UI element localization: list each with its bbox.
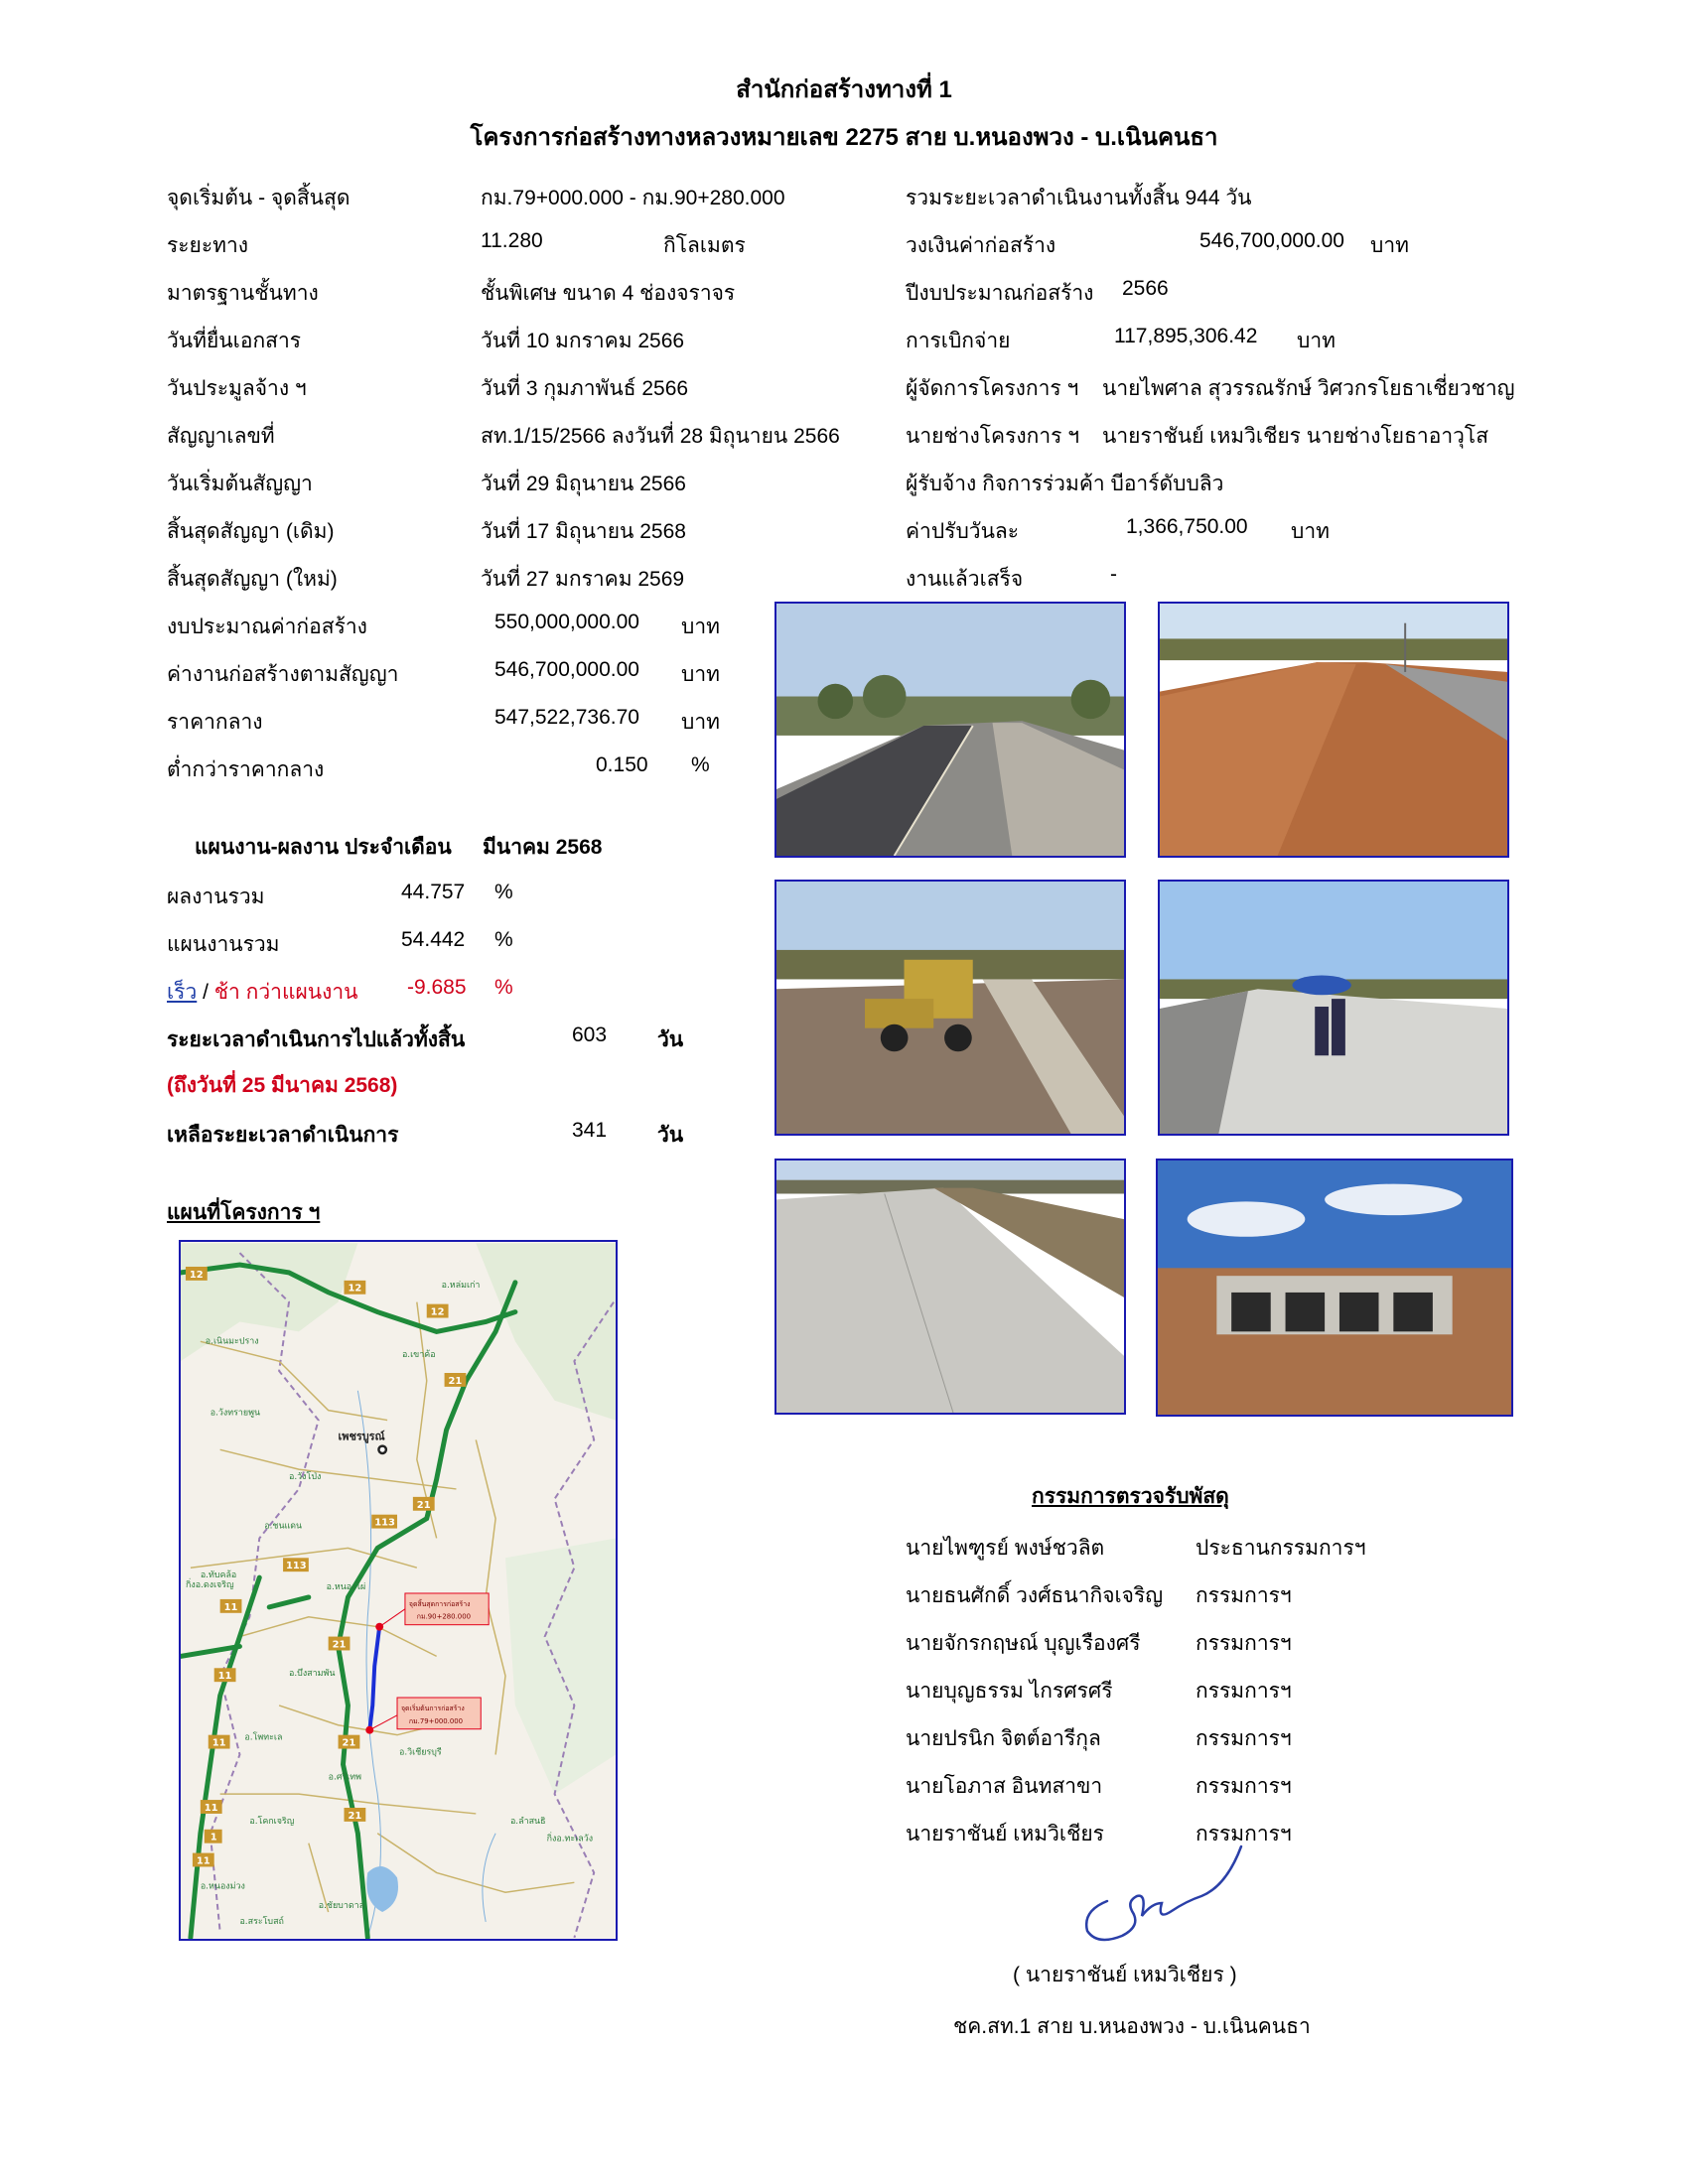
info-value: 2566	[1122, 277, 1169, 300]
photo-grader-work	[774, 880, 1126, 1136]
map-place: อ.โพทะเล	[244, 1732, 283, 1743]
route-shield	[413, 1497, 435, 1511]
map-place: อ.หนองม่วง	[200, 1881, 245, 1892]
project-map	[179, 1240, 618, 1941]
signature-image	[1062, 1842, 1251, 1951]
info-value: นายราชันย์ เหมวิเชียร นายช่างโยธาอาวุโส	[1102, 425, 1489, 448]
svg-text:11: 11	[211, 1737, 226, 1749]
svg-text:113: 113	[286, 1561, 307, 1572]
map-place: อ.หล่มเก่า	[441, 1280, 481, 1291]
info-label: ผู้จัดการโครงการ ฯ	[906, 377, 1079, 400]
info-value: สท.1/15/2566 ลงวันที่ 28 มิถุนายน 2566	[481, 425, 840, 448]
map-graphic	[181, 1242, 616, 1939]
route-shield	[201, 1800, 222, 1814]
photo-box-culvert	[1156, 1159, 1513, 1417]
info-value: -	[1110, 563, 1117, 586]
budget-value: 546,700,000.00	[494, 658, 639, 681]
signer-position: ชค.สท.1 สาย บ.หนองพวง - บ.เนินคนธา	[953, 2015, 1311, 2038]
signer-name: ( นายราชันย์ เหมวิเชียร )	[1013, 1964, 1237, 1986]
budget-value: 0.150	[596, 753, 648, 776]
info-value: ชั้นพิเศษ ขนาด 4 ช่องจราจร	[481, 282, 736, 305]
route-shield	[371, 1515, 397, 1529]
plan-label: แผนงานรวม	[167, 933, 280, 956]
svg-text:113: 113	[374, 1517, 395, 1529]
route-shield	[220, 1599, 242, 1613]
route-shield	[445, 1373, 467, 1387]
svg-text:12: 12	[430, 1306, 445, 1318]
committee-member-role: กรรมการฯ	[1196, 1584, 1292, 1607]
budget-label: ต่ำกว่าราคากลาง	[167, 758, 325, 781]
elapsed-value: 603	[572, 1024, 608, 1046]
route-shield	[344, 1281, 365, 1295]
plan-unit: %	[494, 928, 513, 951]
info-label: วันที่ยื่นเอกสาร	[167, 330, 302, 352]
photo-concrete-inspection	[1158, 880, 1509, 1136]
map-place: อ.บึงสามพัน	[289, 1669, 336, 1680]
info-label: การเบิกจ่าย	[906, 330, 1011, 352]
svg-text:11: 11	[196, 1855, 211, 1867]
route-shield	[427, 1304, 449, 1318]
route-shield	[193, 1853, 214, 1867]
map-place: อ.ชนแดน	[264, 1521, 303, 1532]
progress-heading: แผนงาน-ผลงาน ประจำเดือน	[195, 836, 452, 859]
map-heading: แผนที่โครงการ ฯ	[167, 1201, 321, 1224]
progress-month: มีนาคม 2568	[483, 836, 603, 859]
info-label: จุดเริ่มต้น - จุดสิ้นสุด	[167, 187, 351, 209]
svg-text:1: 1	[210, 1832, 217, 1843]
committee-member-name: นายไพฑูรย์ พงษ์ชวลิต	[906, 1537, 1105, 1560]
remaining-value: 341	[572, 1119, 608, 1142]
route-shield	[186, 1267, 208, 1281]
committee-heading: กรรมการตรวจรับพัสดุ	[1032, 1485, 1229, 1508]
elapsed-label: ระยะเวลาดำเนินการไปแล้วทั้งสิ้น	[167, 1028, 466, 1051]
committee-member-role: กรรมการฯ	[1196, 1680, 1292, 1703]
route-shield	[214, 1668, 236, 1682]
info-label: รวมระยะเวลาดำเนินงานทั้งสิ้น 944 วัน	[906, 187, 1252, 209]
map-place: อ.สระโบสถ์	[239, 1916, 284, 1927]
info-value: กม.79+000.000 - กม.90+280.000	[481, 187, 785, 209]
map-place: อ.ชัยบาดาล	[318, 1901, 365, 1912]
svg-text:12: 12	[189, 1269, 204, 1281]
committee-member-name: นายโอภาส อินทสาขา	[906, 1775, 1103, 1798]
actual-label: ผลงานรวม	[167, 886, 265, 908]
map-place: กิ่งอ.ทะเลวัง	[546, 1834, 594, 1844]
diff-sep: /	[197, 981, 214, 1004]
info-value: 117,895,306.42	[1114, 325, 1258, 347]
map-end-label: จุดสิ้นสุดการก่อสร้าง	[408, 1599, 471, 1608]
office-title: สำนักก่อสร้างทางที่ 1	[736, 76, 952, 103]
map-place: อ.ทับคล้อ	[200, 1570, 237, 1581]
budget-unit: บาท	[681, 663, 720, 686]
route-shield	[339, 1735, 360, 1749]
svg-text:21: 21	[448, 1375, 463, 1387]
svg-text:11: 11	[204, 1802, 218, 1814]
photo-asphalt-road	[774, 602, 1126, 858]
photo-concrete-pavement	[774, 1159, 1126, 1415]
actual-value: 44.757	[401, 881, 466, 903]
budget-unit: บาท	[681, 711, 720, 734]
info-label: สิ้นสุดสัญญา (ใหม่)	[167, 568, 338, 591]
map-start-label: จุดเริ่มต้นการก่อสร้าง	[400, 1704, 465, 1712]
committee-member-role: กรรมการฯ	[1196, 1775, 1292, 1798]
committee-member-name: นายธนศักดิ์ วงศ์ธนากิจเจริญ	[906, 1584, 1164, 1607]
map-end-km: กม.90+280.000	[416, 1612, 472, 1621]
info-label: นายช่างโครงการ ฯ	[906, 425, 1080, 448]
budget-label: ราคากลาง	[167, 711, 263, 734]
map-place: กิ่งอ.ดงเจริญ	[185, 1580, 234, 1591]
svg-text:21: 21	[416, 1499, 431, 1511]
remaining-unit: วัน	[657, 1124, 684, 1147]
diff-label	[167, 976, 358, 1009]
budget-value: 547,522,736.70	[494, 706, 639, 729]
budget-label: งบประมาณค่าก่อสร้าง	[167, 615, 367, 638]
committee-member-role: ประธานกรรมการฯ	[1196, 1537, 1366, 1560]
info-label: ปีงบประมาณก่อสร้าง	[906, 282, 1094, 305]
info-label: มาตรฐานชั้นทาง	[167, 282, 319, 305]
info-value: นายไพศาล สุวรรณรักษ์ วิศวกรโยธาเชี่ยวชาญ	[1102, 377, 1515, 400]
svg-text:12: 12	[348, 1283, 362, 1295]
diff-fast: เร็ว	[167, 981, 198, 1004]
svg-text:21: 21	[332, 1639, 347, 1651]
info-unit: บาท	[1291, 520, 1330, 543]
committee-member-role: กรรมการฯ	[1196, 1823, 1292, 1845]
diff-slow-label: ช้า กว่าแผนงาน	[213, 981, 358, 1004]
map-place: อ.เขาค้อ	[401, 1350, 436, 1361]
map-place: อ.เนินมะปราง	[205, 1336, 259, 1347]
budget-value: 550,000,000.00	[494, 611, 639, 633]
committee-member-role: กรรมการฯ	[1196, 1632, 1292, 1655]
map-place: อ.วังทรายพูน	[210, 1408, 261, 1419]
committee-member-name: นายบุญธรรม ไกรศรศรี	[906, 1680, 1113, 1703]
info-label: ระยะทาง	[167, 234, 249, 257]
svg-text:21: 21	[348, 1810, 362, 1822]
route-shield	[205, 1830, 222, 1843]
info-label: วันประมูลจ้าง ฯ	[167, 377, 307, 400]
map-place: อ.วิเชียรบุรี	[398, 1747, 442, 1758]
map-start-km: กม.79+000.000	[408, 1716, 464, 1725]
svg-text:11: 11	[217, 1671, 232, 1683]
diff-value: -9.685	[407, 976, 467, 999]
info-value: วันที่ 10 มกราคม 2566	[481, 330, 685, 352]
info-label: ผู้รับจ้าง กิจการร่วมค้า บีอาร์ดับบลิว	[906, 473, 1224, 495]
budget-unit: บาท	[681, 615, 720, 638]
info-unit: กิโลเมตร	[663, 234, 746, 257]
route-shield	[209, 1735, 230, 1749]
info-value: วันที่ 17 มิถุนายน 2568	[481, 520, 686, 543]
route-shield	[344, 1808, 365, 1822]
plan-value: 54.442	[401, 928, 466, 951]
svg-text:11: 11	[223, 1601, 238, 1613]
info-label: วงเงินค่าก่อสร้าง	[906, 234, 1056, 257]
map-place: อ.ลำสนธิ	[509, 1816, 546, 1827]
map-place: อ.วังโป่ง	[289, 1472, 322, 1483]
map-place: อ.หนองไผ่	[326, 1582, 366, 1593]
remaining-label: เหลือระยะเวลาดำเนินการ	[167, 1124, 399, 1147]
committee-member-name: นายปรนิก จิตต์อารีกุล	[906, 1727, 1101, 1750]
svg-text:21: 21	[342, 1737, 356, 1749]
route-shield	[329, 1637, 351, 1651]
info-value: 11.280	[481, 229, 543, 252]
info-label: สัญญาเลขที่	[167, 425, 275, 448]
info-value: 1,366,750.00	[1126, 515, 1248, 538]
info-label: สิ้นสุดสัญญา (เดิม)	[167, 520, 335, 543]
elapsed-unit: วัน	[657, 1028, 684, 1051]
info-unit: บาท	[1297, 330, 1336, 352]
info-unit: บาท	[1370, 234, 1409, 257]
budget-unit: %	[691, 753, 710, 776]
project-title: โครงการก่อสร้างทางหลวงหมายเลข 2275 สาย บ.หนองพวง - บ.เนินคนธา	[470, 124, 1218, 151]
diff-unit: %	[494, 976, 513, 999]
map-place: อ.โคกเจริญ	[249, 1816, 295, 1827]
budget-label: ค่างานก่อสร้างตามสัญญา	[167, 663, 399, 686]
map-place: อ.ศรีเทพ	[328, 1772, 362, 1783]
map-city: เพชรบูรณ์	[338, 1430, 385, 1443]
route-shield	[283, 1558, 309, 1571]
info-value: วันที่ 29 มิถุนายน 2566	[481, 473, 686, 495]
info-label: วันเริ่มต้นสัญญา	[167, 473, 313, 495]
committee-member-role: กรรมการฯ	[1196, 1727, 1292, 1750]
info-value: วันที่ 3 กุมภาพันธ์ 2566	[481, 377, 689, 400]
committee-member-name: นายจักรกฤษณ์ บุญเรืองศรี	[906, 1632, 1141, 1655]
photo-laterite-base	[1158, 602, 1509, 858]
actual-unit: %	[494, 881, 513, 903]
info-value: วันที่ 27 มกราคม 2569	[481, 568, 685, 591]
committee-member-name: นายราชันย์ เหมวิเชียร	[906, 1823, 1104, 1845]
info-label: งานแล้วเสร็จ	[906, 568, 1024, 591]
info-value: 546,700,000.00	[1199, 229, 1344, 252]
as-of-date: (ถึงวันที่ 25 มีนาคม 2568)	[167, 1074, 398, 1097]
info-label: ค่าปรับวันละ	[906, 520, 1020, 543]
